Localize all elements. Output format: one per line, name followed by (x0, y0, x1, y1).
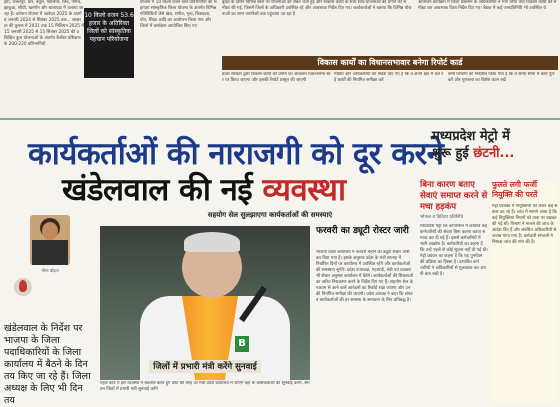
main-photo (100, 226, 310, 380)
right-column-1-heading: बिना कारण बताए सेवाएं समाप्त करने से मचा हड़कंप (420, 180, 488, 212)
side-headline (432, 128, 560, 176)
main-headline-line1: कार्यकर्ताओं की नाराजगी को दूर करने (28, 136, 444, 172)
main-headline-line2 (62, 168, 442, 208)
person-shirt (32, 240, 68, 265)
under-photo-text: पहले कोर्ट में इस व्यवस्था में बदलाव करते हुए कोर्ट की तरह जो मंत्री प्रदेश कार्यालय में जाएंगे वहां के कार्यकर्ताओं की सुनवाई करेंगे, संगठन जिलों में प्रभारी मंत्री सुनवाई करेंगे (100, 381, 310, 392)
side-headline-line1: मध्यप्रदेश मेट्रो में (432, 129, 510, 144)
side-headline-red: छंटनी... (473, 146, 515, 161)
person-face (42, 222, 58, 240)
top-column-4: आयोजन कार्यक्रम में जिला प्रशासन के अधिकारियों ने भाग लिया तथा विकास कार्यों की समीक्षा कर आवश्यक दिशा निर्देश दिए गए। बैठक में कई जनप्रतिनिधि भी उपस्थित थे (418, 0, 557, 11)
bar-column-3: सभी विभागों को निर्देशित किया गया है कि वे समय सीमा में कार्य पूर्ण करें और गुणवत्ता का विशेष ध्यान रखें (448, 72, 555, 83)
side-headline-line2 (432, 145, 560, 162)
bar-column-1: प्रदेश सरकार द्वारा विकास कार्यों की प्रगति का आकलन विधानसभा स्तर पर किया जाएगा और इसकी रिपोर्ट प्रस्तुत की जाएगी (222, 72, 331, 83)
right-column-2-heading: फुलते लगी फर्जी नियुक्ति की परतें (492, 180, 538, 199)
mid-column-body: भाजपा प्रदेश कार्यालय में फरवरी महीने का ड्यूटी रोस्टर जारी कर दिया गया है। इसके अनुसार प्रदेश के मंत्री सप्ताह में निर्धारित दिनों पर कार्यालय में उपस्थित रहेंगे और कार्यकर्ताओं की समस्याएं सुनेंगे। प्रदेश उपाध्यक्ष, महामंत्री, मंत्री एवं प्रवक्ता भी रोस्टर अनुसार कार्यालय में बैठेंगे। कार्यकर्ताओं की शिकायतों का त्वरित निराकरण करने के निर्देश दिए गए हैं। सहयोग सेल के माध्यम से आने वाले आवेदनों का रिकॉर्ड रखा जाएगा और उनकी नियमित समीक्षा की जाएगी। प्रदेश अध्यक्ष ने कहा कि संगठन कार्यकर्ताओं की हर समस्या के समाधान के लिए प्रतिबद्ध है। (316, 250, 414, 303)
top-column-2: योजना में 10 किलो वजन वाले प्रतिभागियों को सहायता सांस्कृतिक जिला योजना के अंतर्गत विभिन्न गतिविधियों जैसे खेल, संगीत, नृत्य, चित्रकला, योग, शिक्षा आदि का आयोजन किया गया और जिलों में कार्यक्रम आयोजित किए गए (140, 0, 217, 29)
left-column-body: खंडेलवाल के निर्देश पर भाजपा के जिला पदाधिकारियों के जिला कार्यालय में बैठने के दिन तय किए जा रहे हैं। जिला अध्यक्ष के लिए भी दिन तय (4, 323, 91, 406)
right-column-1-body: मध्यप्रदेश मेट्रो रेल कॉर्पोरेशन में कार्यरत कई कर्मचारियों की सेवाएं बिना कारण बताए समाप्त कर दी गई हैं। इससे कर्मचारियों में भारी आक्रोश है। कर्मचारियों का कहना है कि उन्हें पहले से कोई सूचना नहीं दी गई थी। मेट्रो प्रबंधन का कहना है कि यह पुनर्गठन की प्रक्रिया का हिस्सा है। प्रभावित कर्मचारियों ने अधिकारियों से मुलाकात कर अपनी बात रखी है। (420, 224, 488, 277)
photo-hair (184, 232, 240, 252)
person-caption: भीमा चौहान (41, 268, 59, 273)
subheadline: सहयोग सेल सुलझाएगा कार्यकर्ताओं की समस्याएं (207, 211, 333, 219)
right-column-1-byline: भोपाल व विदिशा प्रतिनिधि (420, 215, 464, 220)
top-column-3: बुंदेल के दौरान विभिन्न स्तरों पर योजनाओं को लेकर चर्चा हुई और विकास कार्यों के साथ साथ योजनाओं की प्रगति की समीक्षा की गई, जिसमें जिलों के अधिकारी उपस्थित रहे और आवश्यक निर्देश दिए गए। कार्यकर्ताओं ने बताया कि विभिन्न योजनाओं का लाभ नागरिकों तक पहुंचाया जा रहा है (222, 0, 412, 17)
main-headline-black: खंडेलवाल की नई (62, 172, 263, 208)
main-headline-red: व्यवस्था (262, 172, 346, 208)
party-logo-flame-icon (19, 280, 27, 292)
info-box-dark: 10 किलो वजन 53.6 हजार के अतिरिक्त जिलों को सांस्कृतिक पहचान परियोजना (84, 8, 134, 78)
mid-column-heading: फरवरी का ड्यूटी रोस्टर जारी (316, 226, 409, 236)
bar-column-2: मंत्रियों और अधिकारियों को निर्देश दिए गए हैं कि वे अपने क्षेत्र में चल रहे कार्यों की नियमित समीक्षा करें (334, 72, 444, 83)
section-divider (0, 118, 560, 120)
party-badge-icon: B (235, 336, 249, 352)
photo-caption (100, 360, 310, 374)
right-column-2-body: मेट्रो प्रोजेक्ट में नियुक्तियों को लेकर कई सवाल उठ रहे हैं। जांच में सामने आया है कि कई नियुक्तियां नियमों को ताक पर रखकर की गई थीं। विभाग ने मामले की जांच के आदेश दिए हैं और संबंधित अधिकारियों से जवाब मांगा गया है। कर्मचारी संगठनों ने निष्पक्ष जांच की मांग की है। (492, 204, 558, 245)
top-column-1: हटी, जबलपुर, धार, बैतूल, ग्वालियर, छिंद, नीमच, झाबुआ, सीधी, खरगोन और बालाघाट में चलाया जा रहा है। वर्तमान योजना में आवेदन 2025 के अंतर्गत जनवरी 2024 से सितंबर 2025 तक... साक्षरता की तुलना में 2031 तक 15 मिलियन 2025 में 15 जनवरी 2025 से 15 सितंबर 2025 की प्रशिक्षित कुल योजनाओं के अंतर्गत कैलेंडर प्रशिक्षण के 200-220 प्रतिभागियों (4, 0, 84, 47)
side-headline-black: शुरू हुई (432, 146, 474, 161)
photo-caption-text: जिलों में प्रभारी मंत्री करेंगे सुनवाई (149, 360, 260, 373)
section-title-bar: विकास कार्यों का विधानसभावार बनेगा रिपोर्ट कार्ड (222, 56, 558, 70)
